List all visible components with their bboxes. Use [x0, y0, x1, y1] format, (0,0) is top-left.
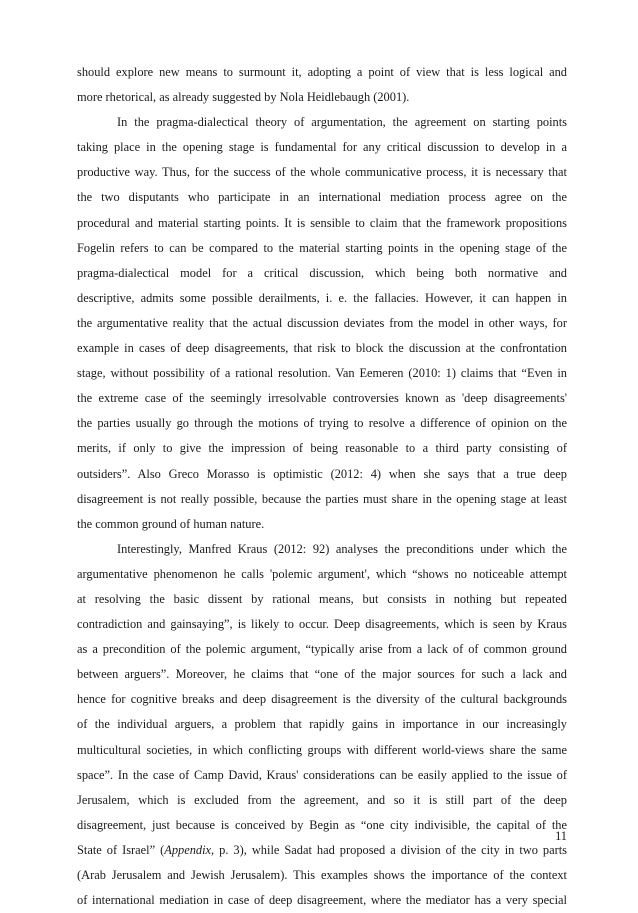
text-line: Interestingly, Manfred Kraus (2012: 92) analyses the preconditions under which the — [117, 541, 567, 556]
text-line: argumentative phenomenon he calls 'polemic argument', which “shows no noticeable attempt — [77, 566, 567, 581]
text-line: of international mediation in case of deep disagreement, where the mediator has a very special — [77, 893, 567, 908]
text-line: (Arab Jerusalem and Jewish Jerusalem). This examples shows the importance of the context — [77, 868, 567, 882]
text-line: at resolving the basic dissent by rational means, but consists in nothing but repeated — [77, 591, 567, 606]
text-line: the extreme case of the seemingly irresolvable controversies known as 'deep disagreements' — [77, 391, 567, 406]
text-line — [77, 838, 567, 863]
text-line: as a precondition of the polemic argument, “typically arise from a lack of of common ground — [77, 642, 567, 657]
text-line: pragma-dialectical model for a critical discussion, which being both normative and — [77, 265, 567, 280]
text-line: disagreement is not really possible, because the parties must share in the opening stage at least — [77, 491, 567, 506]
italic-citation: Appendix — [164, 842, 212, 857]
text-line: should explore new means to surmount it, adopting a point of view that is less logical and — [77, 65, 567, 79]
text-line: merits, if only to give the impression of being reasonable to a third party consisting of — [77, 441, 567, 456]
text-line: outsiders”. Also Greco Morasso is optimistic (2012: 4) when she says that a true deep — [77, 466, 567, 481]
text-line: contradiction and gainsaying”, is likely to occur. Deep disagreements, which is seen by Kraus — [77, 617, 567, 632]
text-line: example in cases of deep disagreements, that risk to block the discussion at the confrontation — [77, 341, 567, 356]
text-line: the parties usually go through the motions of trying to resolve a difference of opinion on the — [77, 416, 567, 431]
text-line: the common ground of human nature. — [77, 516, 265, 531]
text-line: Jerusalem, which is excluded from the agreement, and so it is still part of the deep — [77, 792, 567, 807]
text-line: taking place in the opening stage is fundamental for any critical discussion to develop in a — [77, 140, 567, 155]
text-line: Fogelin refers to can be compared to the material starting points in the opening stage of the — [77, 240, 567, 255]
text-line: of the individual arguers, a problem that rapidly gains in importance in our increasingly — [77, 717, 567, 732]
text-segment: , p. 3), while Sadat had proposed a division of the city in two parts — [211, 842, 567, 857]
page-number: 11 — [555, 829, 567, 843]
text-line: more rhetorical, as already suggested by Nola Heidlebaugh (2001). — [77, 90, 410, 105]
text-line: descriptive, admits some possible derailments, i. e. the fallacies. However, it can happen in — [77, 290, 567, 305]
text-line: space”. In the case of Camp David, Kraus' considerations can be easily applied to the issue of — [77, 767, 567, 782]
text-segment: State of Israel” ( — [77, 842, 165, 857]
text-line: In the pragma-dialectical theory of argumentation, the agreement on starting points — [117, 115, 567, 130]
text-line: disagreement, just because is conceived by Begin as “one city indivisible, the capital of the — [77, 817, 567, 832]
body-text — [77, 60, 567, 913]
text-line: the two disputants who participate in an international mediation process agree on the — [77, 190, 567, 205]
text-line: between arguers”. Moreover, he claims that “one of the major sources for such a lack and — [77, 667, 567, 682]
text-line: productive way. Thus, for the success of the whole communicative process, it is necessary that — [77, 165, 567, 180]
text-line: hence for cognitive breaks and deep disagreement is the diversity of the cultural backgrounds — [77, 692, 567, 707]
text-line: procedural and material starting points. It is sensible to claim that the framework propositions — [77, 215, 567, 230]
text-line: the argumentative reality that the actual discussion deviates from the model in other ways, for — [77, 315, 567, 330]
text-line: stage, without possibility of a rational resolution. Van Eemeren (2010: 1) claims that “Even in — [77, 366, 567, 381]
text-line: multicultural societies, in which conflicting groups with different world-views share the same — [77, 742, 567, 757]
